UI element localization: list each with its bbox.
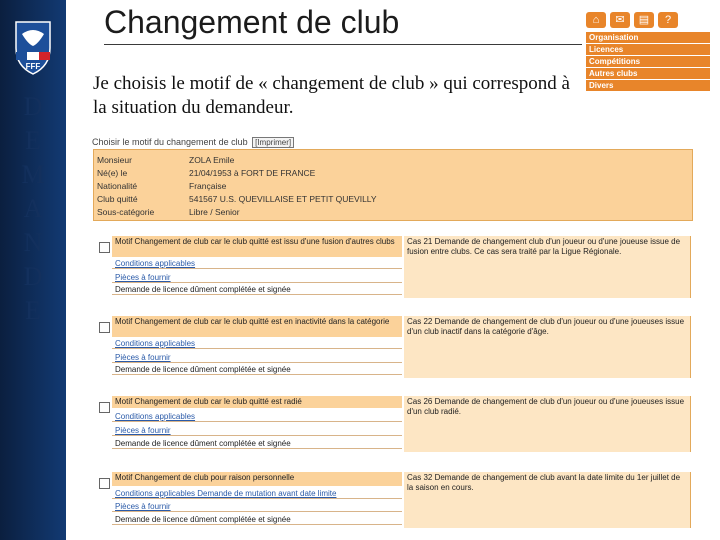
pieces-link[interactable]: Pièces à fournir [112,273,402,283]
vertical-letter: D [23,262,43,291]
info-label: Sous-catégorie [97,207,155,217]
fff-logo-icon [12,18,54,76]
conditions-link[interactable]: Conditions applicables [112,259,402,269]
member-info-panel [93,149,693,221]
case-option [93,396,691,458]
case-option [93,236,691,298]
info-value: Française [189,181,227,191]
page-title: Changement de club [104,4,400,40]
info-row [97,167,687,179]
motif-text: Motif Changement de club car le club quitté est issu d'une fusion d'autres clubs [112,236,402,257]
condition-text: Demande de licence dûment complétée et signée [112,515,402,525]
form-heading-text: Choisir le motif du changement de club [92,137,248,147]
condition-text: Demande de licence dûment complétée et signée [112,439,402,449]
info-label: Monsieur [97,155,132,165]
menu-item-divers[interactable]: Divers [586,80,710,91]
info-row [97,154,687,166]
info-label: Club quitté [97,194,138,204]
help-icon[interactable]: ? [658,12,678,28]
caption-text: Je choisis le motif de « changement de club » qui correspond à la situation du demandeur. [93,73,570,118]
vertical-letter: E [25,126,41,155]
vertical-letter: N [23,228,43,257]
info-row [97,180,687,192]
mail-icon[interactable]: ✉ [610,12,630,28]
side-menu [586,12,710,92]
info-value: 541567 U.S. QUEVILLAISE ET PETIT QUEVILLY [189,194,377,204]
info-row [97,206,687,218]
info-label: Né(e) le [97,168,128,178]
menu-item-licences[interactable]: Licences [586,44,710,55]
menu-icon-bar [586,12,710,30]
case-checkbox[interactable] [99,322,110,333]
case-checkbox[interactable] [99,402,110,413]
info-value: Libre / Senior [189,207,240,217]
info-label: Nationalité [97,181,138,191]
case-checkbox[interactable] [99,242,110,253]
menu-item-autres-clubs[interactable]: Autres clubs [586,68,710,79]
conditions-link[interactable]: Conditions applicables Demande de mutation avant date limite [112,489,402,499]
conditions-link[interactable]: Conditions applicables [112,412,402,422]
menu-item-competitions[interactable]: Compétitions [586,56,710,67]
title-underline [104,44,582,45]
case-checkbox[interactable] [99,478,110,489]
print-icon[interactable]: ▤ [634,12,654,28]
print-button[interactable]: [Imprimer] [252,137,294,148]
vertical-letter: M [21,160,45,189]
vertical-letter: D [23,92,43,121]
motif-text: Motif Changement de club car le club quitté est radié [112,396,402,408]
condition-text: Demande de licence dûment complétée et signée [112,285,402,295]
vertical-letter: E [25,296,41,325]
motif-text: Motif Changement de club car le club quitté est en inactivité dans la catégorie [112,316,402,337]
pieces-link[interactable]: Pièces à fournir [112,426,402,436]
condition-text: Demande de licence dûment complétée et signée [112,365,402,375]
pieces-link[interactable]: Pièces à fournir [112,353,402,363]
case-description: Cas 32 Demande de changement de club avant la date limite du 1er juillet de la saison en cours. [404,472,691,528]
case-description: Cas 26 Demande de changement de club d'un joueur ou d'une joueuses issue d'un club radié. [404,396,691,452]
case-option [93,472,691,534]
logo-text: FFF [25,62,41,71]
home-icon[interactable]: ⌂ [586,12,606,28]
conditions-link[interactable]: Conditions applicables [112,339,402,349]
menu-item-organisation[interactable]: Organisation [586,32,710,43]
info-row [97,193,687,205]
case-description: Cas 22 Demande de changement de club d'un joueur ou d'une joueuses issue d'un club inactif dans la catégorie d'âge. [404,316,691,378]
vertical-letter: A [23,194,43,223]
pieces-link[interactable]: Pièces à fournir [112,502,402,512]
info-value: ZOLA Emile [189,155,235,165]
motif-text: Motif Changement de club pour raison personnelle [112,472,402,486]
case-description: Cas 21 Demande de changement club d'un joueur ou d'une joueuse issue de fusion entre clubs. Ce cas sera traité par la Ligue Régionale. [404,236,691,298]
case-option [93,316,691,378]
form-heading [92,137,294,148]
info-value: 21/04/1953 à FORT DE FRANCE [189,168,316,178]
